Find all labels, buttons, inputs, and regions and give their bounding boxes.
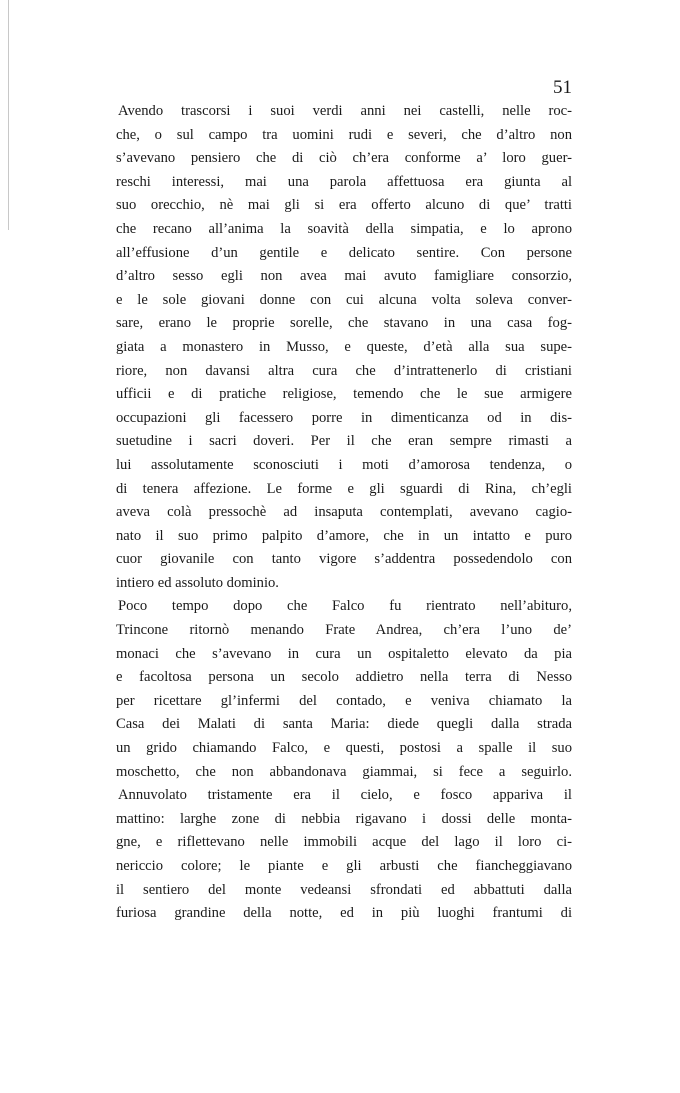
- text-line: un grido chiamando Falco, e questi, postosi a spalle il suo: [116, 740, 572, 757]
- paragraph-2: [116, 595, 572, 784]
- text-line: intiero ed assoluto dominio.: [116, 574, 279, 591]
- text-line: suo orecchio, nè mai gli si era offerto alcuno di que’ tratti: [116, 197, 572, 214]
- page-number: 51: [553, 77, 572, 98]
- text-line: sare, erano le proprie sorelle, che stavano in una casa fog-: [116, 315, 572, 332]
- text-line: Casa dei Malati di santa Maria: diede quegli dalla strada: [116, 716, 572, 733]
- text-line: suetudine i sacri doveri. Per il che eran sempre rimasti a: [116, 433, 572, 450]
- text-line: mattino: larghe zone di nebbia rigavano i dossi delle monta-: [116, 810, 572, 827]
- page-edge-shadow: [8, 0, 9, 230]
- text-line: all’effusione d’un gentile e delicato sentire. Con persone: [116, 244, 572, 261]
- text-line: Avendo trascorsi i suoi verdi anni nei castelli, nelle roc-: [118, 103, 572, 119]
- text-line: occupazioni gli facessero porre in dimenticanza od in dis-: [116, 409, 572, 426]
- text-line: Trincone ritornò menando Frate Andrea, ch’era l’uno de’: [116, 622, 572, 639]
- text-line: gne, e riflettevano nelle immobili acque del lago il loro ci-: [116, 834, 572, 851]
- text-line: monaci che s’avevano in cura un ospitaletto elevato da pia: [116, 645, 572, 662]
- paragraph-1: [116, 100, 572, 595]
- text-line: lui assolutamente sconosciuti i moti d’amorosa tendenza, o: [116, 456, 572, 473]
- text-line: Poco tempo dopo che Falco fu rientrato nell’abituro,: [118, 598, 572, 615]
- text-line: aveva colà pressochè ad insaputa contemplati, avevano cagio-: [116, 504, 572, 521]
- text-line: per ricettare gl’infermi del contado, e veniva chiamato la: [116, 692, 572, 709]
- text-line: il sentiero del monte vedeansi sfrondati ed abbattuti dalla: [116, 881, 572, 898]
- text-line: di tenera affezione. Le forme e gli sguardi di Rina, ch’egli: [116, 480, 572, 497]
- text-line: giata a monastero in Musso, e queste, d’età alla sua supe-: [116, 338, 572, 355]
- text-line: moschetto, che non abbandonava giammai, si fece a seguirlo.: [116, 763, 572, 780]
- text-line: e le sole giovani donne con cui alcuna volta soleva conver-: [116, 291, 572, 308]
- text-line: d’altro sesso egli non avea mai avuto famigliare consorzio,: [116, 268, 572, 285]
- paragraph-3: [116, 784, 572, 926]
- text-line: e facoltosa persona un secolo addietro nella terra di Nesso: [116, 669, 572, 686]
- text-line: nericcio colore; le piante e gli arbusti che fiancheggiavano: [116, 858, 572, 874]
- body-text: [116, 100, 572, 926]
- text-line: che, o sul campo tra uomini rudi e severi, che d’altro non: [116, 126, 572, 143]
- text-line: nato il suo primo palpito d’amore, che in un intatto e puro: [116, 527, 572, 544]
- text-line: furiosa grandine della notte, ed in più luoghi frantumi di: [116, 905, 572, 922]
- text-line: Annuvolato tristamente era il cielo, e fosco appariva il: [118, 787, 572, 804]
- text-line: reschi interessi, mai una parola affettuosa era giunta al: [116, 173, 572, 190]
- text-line: cuor giovanile con tanto vigore s’addentra possedendolo con: [116, 551, 572, 568]
- text-line: che recano all’anima la soavità della simpatia, e lo aprono: [116, 220, 572, 237]
- text-line: riore, non davansi altra cura che d’intrattenerlo di cristiani: [116, 362, 572, 379]
- text-line: s’avevano pensiero che di ciò ch’era conforme a’ loro guer-: [116, 150, 572, 167]
- text-line: ufficii e di pratiche religiose, temendo che le sue armigere: [116, 386, 572, 403]
